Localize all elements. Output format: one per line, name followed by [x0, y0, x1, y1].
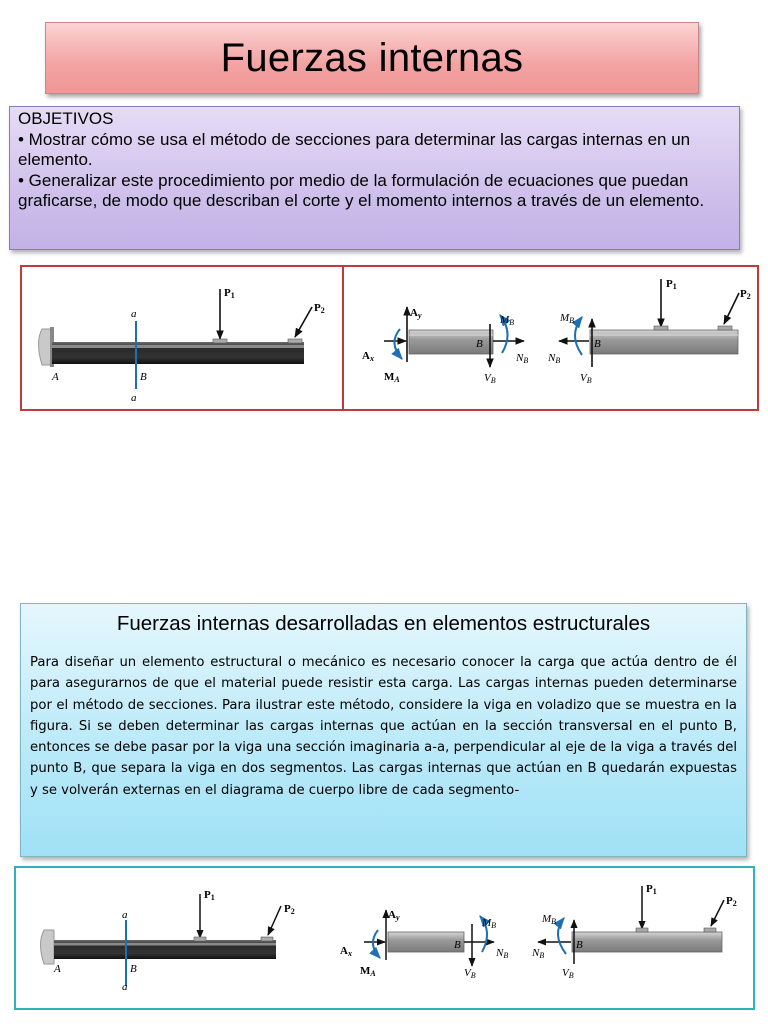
objective-item: • Generalizar este procedimiento por medio de la formulación de ecuaciones que puedan graficarse, de modo que describan el corte y el momento internos a través de un elemento.: [18, 170, 705, 210]
wall-support: [39, 327, 55, 367]
description-text: Para diseñar un elemento estructural o mecánico es necesario conocer la carga que actúa dentro de él para asegurarnos de que el material puede resistir esta carga. Las cargas internas pueden determinarse por el método de secciones. Para ilustrar este método, considere la viga en voladizo que se muestra en la figura. Si se deben determinar las cargas internas que actúan en la sección transversal en el punto B, entonces se debe pasar por la viga una sección imaginaria a-a, perpendicular al eje de la viga a través del punto B, que separa la viga en dos segmentos. Las cargas internas que actúan en B quedarán expuestas y se volverán externas en el diagrama de cuerpo libre de cada segmento-: [30, 655, 737, 798]
ma-label: MA: [384, 371, 400, 384]
description-title: Fuerzas internas desarrolladas en elementos estructurales: [116, 612, 651, 635]
load-p1-label: P1: [204, 889, 215, 902]
load-p2-label: P2: [726, 895, 737, 908]
objectives-box: [9, 106, 740, 250]
right-segment: [572, 932, 722, 952]
page-title: Fuerzas internas: [220, 35, 524, 80]
load-p2-arrow: [724, 293, 739, 324]
title-banner: [45, 22, 699, 94]
vb-label-right-segment: VB: [562, 967, 574, 980]
ma-moment-arrow: [373, 930, 380, 958]
point-b-label: B: [454, 939, 461, 951]
ay-label: Ay: [410, 307, 422, 320]
ax-label: Ax: [362, 350, 374, 363]
load-p1-label: P1: [646, 883, 657, 896]
vb-label: VB: [464, 967, 476, 980]
vb-label: VB: [484, 372, 496, 385]
mb-label: MB: [482, 917, 497, 930]
left-segment: [388, 932, 464, 952]
load-p1-label: P1: [224, 287, 235, 300]
mb-label-right-segment: MB: [560, 312, 575, 325]
section-label-top: a: [122, 909, 128, 921]
ma-moment-arrow: [394, 329, 402, 359]
point-b-label: B: [140, 371, 147, 383]
ax-label: Ax: [340, 945, 352, 958]
load-p1-label: P1: [666, 278, 677, 291]
description-box: [20, 603, 747, 857]
load-p2-arrow: [295, 307, 312, 337]
ay-label: Ay: [388, 909, 400, 922]
mb-label: MB: [500, 314, 515, 327]
beam: [54, 940, 276, 959]
point-b-label-right-segment: B: [594, 338, 601, 350]
nb-label: NB: [496, 947, 509, 960]
mb-label-right-segment: MB: [542, 913, 557, 926]
section-label-top: a: [131, 308, 137, 320]
nb-label-right-segment: NB: [532, 947, 545, 960]
mb-moment-arrow-right-segment: [575, 317, 582, 355]
bottom-figure-panel: [14, 866, 755, 1010]
bottom-beam-diagrams: [16, 868, 753, 1008]
section-label-bottom: a: [131, 392, 137, 404]
beam-figure-panel: [20, 265, 344, 411]
nb-label: NB: [516, 352, 529, 365]
point-b-label: B: [130, 963, 137, 975]
objective-item: • Mostrar cómo se usa el método de secciones para determinar las cargas internas en un elemento.: [18, 129, 691, 169]
right-segment: [590, 330, 738, 354]
section-label-bottom: a: [122, 981, 128, 993]
point-a-label: A: [54, 963, 61, 975]
load-p2-label: P2: [740, 288, 751, 301]
load-p2-arrow: [711, 900, 724, 926]
point-b-label: B: [476, 338, 483, 350]
point-a-label: A: [52, 371, 59, 383]
load-p2-label: P2: [284, 903, 295, 916]
free-body-diagrams: [344, 267, 757, 409]
vb-label-right-segment: VB: [580, 372, 592, 385]
nb-label-right-segment: NB: [548, 352, 561, 365]
load-p2-arrow: [268, 906, 281, 935]
load-p2-label: P2: [314, 302, 325, 315]
ma-label: MA: [360, 965, 376, 978]
cantilever-beam-diagram: [22, 267, 342, 409]
mb-moment-arrow-right-segment: [558, 918, 566, 954]
point-b-label-right-segment: B: [576, 939, 583, 951]
free-body-diagram-panel: [342, 265, 759, 411]
objectives-heading: OBJETIVOS: [18, 109, 114, 128]
wall-support: [41, 930, 55, 964]
